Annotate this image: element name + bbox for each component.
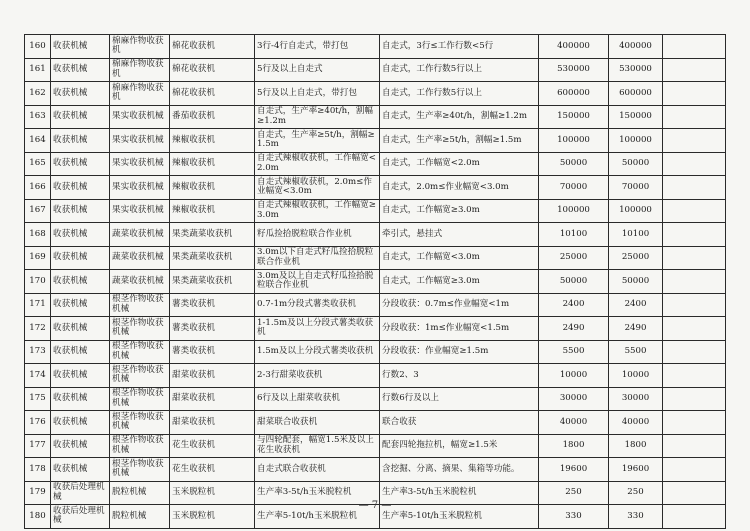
amount1-cell: 10100 — [539, 223, 609, 247]
amount1-cell: 25000 — [539, 246, 609, 270]
grade-cell: 自走式，工作幅宽<2.0m — [380, 152, 539, 176]
amount2-cell: 70000 — [609, 176, 663, 200]
table-row — [25, 129, 726, 153]
subcategory-cell: 根茎作物收获机械 — [110, 317, 170, 341]
amount1-cell: 100000 — [539, 129, 609, 153]
row-number-cell: 173 — [25, 340, 51, 364]
remarks-cell — [663, 152, 726, 176]
spec-cell: 2-3行甜菜收获机 — [255, 364, 380, 388]
page-number: — 7 — — [358, 500, 392, 511]
item-cell: 果类蔬菜收获机 — [170, 270, 255, 294]
category-cell: 收获机械 — [51, 199, 110, 223]
spec-cell: 自走式，生产率≥40t/h，割幅≥1.2m — [255, 105, 380, 129]
spec-cell: 自走式辣椒收获机，工作幅宽≥3.0m — [255, 199, 380, 223]
remarks-cell — [663, 340, 726, 364]
grade-cell: 配套四轮拖拉机，幅宽≥1.5米 — [380, 434, 539, 458]
remarks-cell — [663, 223, 726, 247]
subcategory-cell: 棉麻作物收获机 — [110, 82, 170, 106]
amount1-cell: 50000 — [539, 270, 609, 294]
grade-cell: 自走式，工作幅宽≥3.0m — [380, 199, 539, 223]
amount2-cell: 40000 — [609, 411, 663, 435]
spec-cell: 1-1.5m及以上分段式薯类收获机 — [255, 317, 380, 341]
amount2-cell: 330 — [609, 505, 663, 529]
amount2-cell: 100000 — [609, 199, 663, 223]
remarks-cell — [663, 434, 726, 458]
amount1-cell: 2490 — [539, 317, 609, 341]
spec-cell: 生产率3-5t/h玉米脱粒机 — [255, 481, 380, 505]
spec-cell: 6行及以上甜菜收获机 — [255, 387, 380, 411]
remarks-cell — [663, 82, 726, 106]
table-row — [25, 223, 726, 247]
grade-cell: 牵引式，悬挂式 — [380, 223, 539, 247]
category-cell: 收获机械 — [51, 176, 110, 200]
row-number-cell: 179 — [25, 481, 51, 505]
subcategory-cell: 根茎作物收获机械 — [110, 458, 170, 482]
table-row — [25, 458, 726, 482]
remarks-cell — [663, 246, 726, 270]
amount2-cell: 2490 — [609, 317, 663, 341]
grade-cell: 分段收获：1m≤作业幅宽<1.5m — [380, 317, 539, 341]
amount1-cell: 30000 — [539, 387, 609, 411]
item-cell: 薯类收获机 — [170, 317, 255, 341]
item-cell: 辣椒收获机 — [170, 199, 255, 223]
amount2-cell: 100000 — [609, 129, 663, 153]
spec-cell: 5行及以上自走式 — [255, 58, 380, 82]
category-cell: 收获机械 — [51, 458, 110, 482]
amount2-cell: 600000 — [609, 82, 663, 106]
spec-cell: 3行-4行自走式，带打包 — [255, 35, 380, 59]
subcategory-cell: 果实收获机械 — [110, 152, 170, 176]
remarks-cell — [663, 105, 726, 129]
subcategory-cell: 棉麻作物收获机 — [110, 35, 170, 59]
item-cell: 棉花收获机 — [170, 58, 255, 82]
row-number-cell: 167 — [25, 199, 51, 223]
grade-cell: 分段收获：作业幅宽≥1.5m — [380, 340, 539, 364]
grade-cell: 含挖掘、分离、摘果、集箱等功能。 — [380, 458, 539, 482]
grade-cell: 自走式，2.0m≤作业幅宽<3.0m — [380, 176, 539, 200]
grade-cell: 自走式，工作行数5行以上 — [380, 82, 539, 106]
grade-cell: 自走式，3行≤工作行数<5行 — [380, 35, 539, 59]
row-number-cell: 170 — [25, 270, 51, 294]
item-cell: 花生收获机 — [170, 458, 255, 482]
row-number-cell: 171 — [25, 293, 51, 317]
table-row — [25, 82, 726, 106]
amount1-cell: 330 — [539, 505, 609, 529]
row-number-cell: 160 — [25, 35, 51, 59]
category-cell: 收获机械 — [51, 364, 110, 388]
grade-cell: 行数2、3 — [380, 364, 539, 388]
category-cell: 收获机械 — [51, 411, 110, 435]
item-cell: 辣椒收获机 — [170, 152, 255, 176]
remarks-cell — [663, 364, 726, 388]
row-number-cell: 172 — [25, 317, 51, 341]
subcategory-cell: 根茎作物收获机械 — [110, 387, 170, 411]
subcategory-cell: 果实收获机械 — [110, 176, 170, 200]
item-cell: 玉米脱粒机 — [170, 505, 255, 529]
row-number-cell: 164 — [25, 129, 51, 153]
grade-cell: 联合收获 — [380, 411, 539, 435]
amount1-cell: 400000 — [539, 35, 609, 59]
grade-cell: 自走式，生产率≥40t/h，割幅≥1.2m — [380, 105, 539, 129]
grade-cell: 自走式，工作幅宽≥3.0m — [380, 270, 539, 294]
table-row — [25, 246, 726, 270]
category-cell: 收获机械 — [51, 246, 110, 270]
row-number-cell: 177 — [25, 434, 51, 458]
grade-cell: 生产率3-5t/h玉米脱粒机 — [380, 481, 539, 505]
table-row — [25, 411, 726, 435]
row-number-cell: 180 — [25, 505, 51, 529]
remarks-cell — [663, 129, 726, 153]
amount2-cell: 1800 — [609, 434, 663, 458]
amount2-cell: 19600 — [609, 458, 663, 482]
subcategory-cell: 根茎作物收获机械 — [110, 340, 170, 364]
remarks-cell — [663, 176, 726, 200]
table-row — [25, 152, 726, 176]
amount2-cell: 30000 — [609, 387, 663, 411]
amount1-cell: 19600 — [539, 458, 609, 482]
amount1-cell: 100000 — [539, 199, 609, 223]
row-number-cell: 176 — [25, 411, 51, 435]
spec-cell: 3.0m及以上自走式籽瓜捡拾脱粒联合作业机 — [255, 270, 380, 294]
item-cell: 薯类收获机 — [170, 340, 255, 364]
table-row — [25, 293, 726, 317]
item-cell: 果类蔬菜收获机 — [170, 223, 255, 247]
table-row — [25, 340, 726, 364]
amount1-cell: 70000 — [539, 176, 609, 200]
item-cell: 玉米脱粒机 — [170, 481, 255, 505]
amount1-cell: 530000 — [539, 58, 609, 82]
subcategory-cell: 根茎作物收获机械 — [110, 434, 170, 458]
row-number-cell: 163 — [25, 105, 51, 129]
item-cell: 花生收获机 — [170, 434, 255, 458]
table-row — [25, 364, 726, 388]
spec-cell: 甜菜联合收获机 — [255, 411, 380, 435]
category-cell: 收获机械 — [51, 317, 110, 341]
spec-cell: 自走式，生产率≥5t/h，割幅≥1.5m — [255, 129, 380, 153]
remarks-cell — [663, 293, 726, 317]
category-cell: 收获机械 — [51, 270, 110, 294]
row-number-cell: 165 — [25, 152, 51, 176]
subcategory-cell: 果实收获机械 — [110, 199, 170, 223]
subcategory-cell: 蔬菜收获机械 — [110, 246, 170, 270]
subcategory-cell: 蔬菜收获机械 — [110, 223, 170, 247]
category-cell: 收获机械 — [51, 340, 110, 364]
table-row — [25, 434, 726, 458]
item-cell: 甜菜收获机 — [170, 364, 255, 388]
grade-cell: 自走式，工作幅宽<3.0m — [380, 246, 539, 270]
amount2-cell: 10000 — [609, 364, 663, 388]
subcategory-cell: 根茎作物收获机械 — [110, 411, 170, 435]
row-number-cell: 169 — [25, 246, 51, 270]
remarks-cell — [663, 387, 726, 411]
spec-cell: 自走式辣椒收获机，工作幅宽<2.0m — [255, 152, 380, 176]
remarks-cell — [663, 270, 726, 294]
row-number-cell: 174 — [25, 364, 51, 388]
amount2-cell: 530000 — [609, 58, 663, 82]
amount1-cell: 150000 — [539, 105, 609, 129]
category-cell: 收获机械 — [51, 434, 110, 458]
remarks-cell — [663, 199, 726, 223]
spec-cell: 籽瓜捡拾脱粒联合作业机 — [255, 223, 380, 247]
amount2-cell: 10100 — [609, 223, 663, 247]
category-cell: 收获机械 — [51, 35, 110, 59]
grade-cell: 分段收获：0.7m≤作业幅宽<1m — [380, 293, 539, 317]
category-cell: 收获机械 — [51, 223, 110, 247]
spec-cell: 自走式辣椒收获机，2.0m≤作业幅宽<3.0m — [255, 176, 380, 200]
spec-cell: 0.7-1m分段式薯类收获机 — [255, 293, 380, 317]
item-cell: 辣椒收获机 — [170, 129, 255, 153]
subsidy-table — [24, 34, 726, 529]
category-cell: 收获后处理机械 — [51, 505, 110, 529]
remarks-cell — [663, 317, 726, 341]
row-number-cell: 175 — [25, 387, 51, 411]
amount2-cell: 50000 — [609, 270, 663, 294]
table-row — [25, 35, 726, 59]
category-cell: 收获机械 — [51, 58, 110, 82]
category-cell: 收获机械 — [51, 152, 110, 176]
amount2-cell: 50000 — [609, 152, 663, 176]
category-cell: 收获机械 — [51, 129, 110, 153]
remarks-cell — [663, 58, 726, 82]
spec-cell: 3.0m以下自走式籽瓜捡拾脱粒联合作业机 — [255, 246, 380, 270]
item-cell: 棉花收获机 — [170, 35, 255, 59]
subcategory-cell: 果实收获机械 — [110, 105, 170, 129]
amount1-cell: 5500 — [539, 340, 609, 364]
item-cell: 棉花收获机 — [170, 82, 255, 106]
grade-cell: 自走式，工作行数5行以上 — [380, 58, 539, 82]
remarks-cell — [663, 458, 726, 482]
grade-cell: 生产率5-10t/h玉米脱粒机 — [380, 505, 539, 529]
subcategory-cell: 根茎作物收获机械 — [110, 364, 170, 388]
subcategory-cell: 棉麻作物收获机 — [110, 58, 170, 82]
amount1-cell: 10000 — [539, 364, 609, 388]
spec-cell: 5行及以上自走式，带打包 — [255, 82, 380, 106]
row-number-cell: 178 — [25, 458, 51, 482]
spec-cell: 1.5m及以上分段式薯类收获机 — [255, 340, 380, 364]
amount2-cell: 25000 — [609, 246, 663, 270]
table-row — [25, 199, 726, 223]
spec-cell: 自走式联合收获机 — [255, 458, 380, 482]
spec-cell: 与四轮配套，幅宽1.5米及以上花生收获机 — [255, 434, 380, 458]
table-row — [25, 176, 726, 200]
amount2-cell: 2400 — [609, 293, 663, 317]
category-cell: 收获机械 — [51, 105, 110, 129]
subcategory-cell: 果实收获机械 — [110, 129, 170, 153]
subcategory-cell: 蔬菜收获机械 — [110, 270, 170, 294]
subcategory-cell: 脱粒机械 — [110, 505, 170, 529]
item-cell: 番茄收获机 — [170, 105, 255, 129]
table-row — [25, 270, 726, 294]
subcategory-cell: 脱粒机械 — [110, 481, 170, 505]
amount1-cell: 1800 — [539, 434, 609, 458]
category-cell: 收获机械 — [51, 293, 110, 317]
remarks-cell — [663, 411, 726, 435]
table-body — [25, 35, 726, 529]
amount1-cell: 40000 — [539, 411, 609, 435]
amount2-cell: 250 — [609, 481, 663, 505]
row-number-cell: 161 — [25, 58, 51, 82]
item-cell: 甜菜收获机 — [170, 387, 255, 411]
category-cell: 收获机械 — [51, 387, 110, 411]
item-cell: 甜菜收获机 — [170, 411, 255, 435]
amount1-cell: 50000 — [539, 152, 609, 176]
row-number-cell: 168 — [25, 223, 51, 247]
subcategory-cell: 根茎作物收获机械 — [110, 293, 170, 317]
spec-cell: 生产率5-10t/h玉米脱粒机 — [255, 505, 380, 529]
category-cell: 收获后处理机械 — [51, 481, 110, 505]
amount2-cell: 150000 — [609, 105, 663, 129]
amount1-cell: 600000 — [539, 82, 609, 106]
amount2-cell: 5500 — [609, 340, 663, 364]
item-cell: 薯类收获机 — [170, 293, 255, 317]
grade-cell: 行数6行及以上 — [380, 387, 539, 411]
item-cell: 辣椒收获机 — [170, 176, 255, 200]
row-number-cell: 166 — [25, 176, 51, 200]
table-row — [25, 105, 726, 129]
amount1-cell: 250 — [539, 481, 609, 505]
table-row — [25, 58, 726, 82]
amount2-cell: 400000 — [609, 35, 663, 59]
category-cell: 收获机械 — [51, 82, 110, 106]
table-row — [25, 317, 726, 341]
remarks-cell — [663, 35, 726, 59]
grade-cell: 自走式，生产率≥5t/h，割幅≥1.5m — [380, 129, 539, 153]
item-cell: 果类蔬菜收获机 — [170, 246, 255, 270]
amount1-cell: 2400 — [539, 293, 609, 317]
row-number-cell: 162 — [25, 82, 51, 106]
table-row — [25, 387, 726, 411]
